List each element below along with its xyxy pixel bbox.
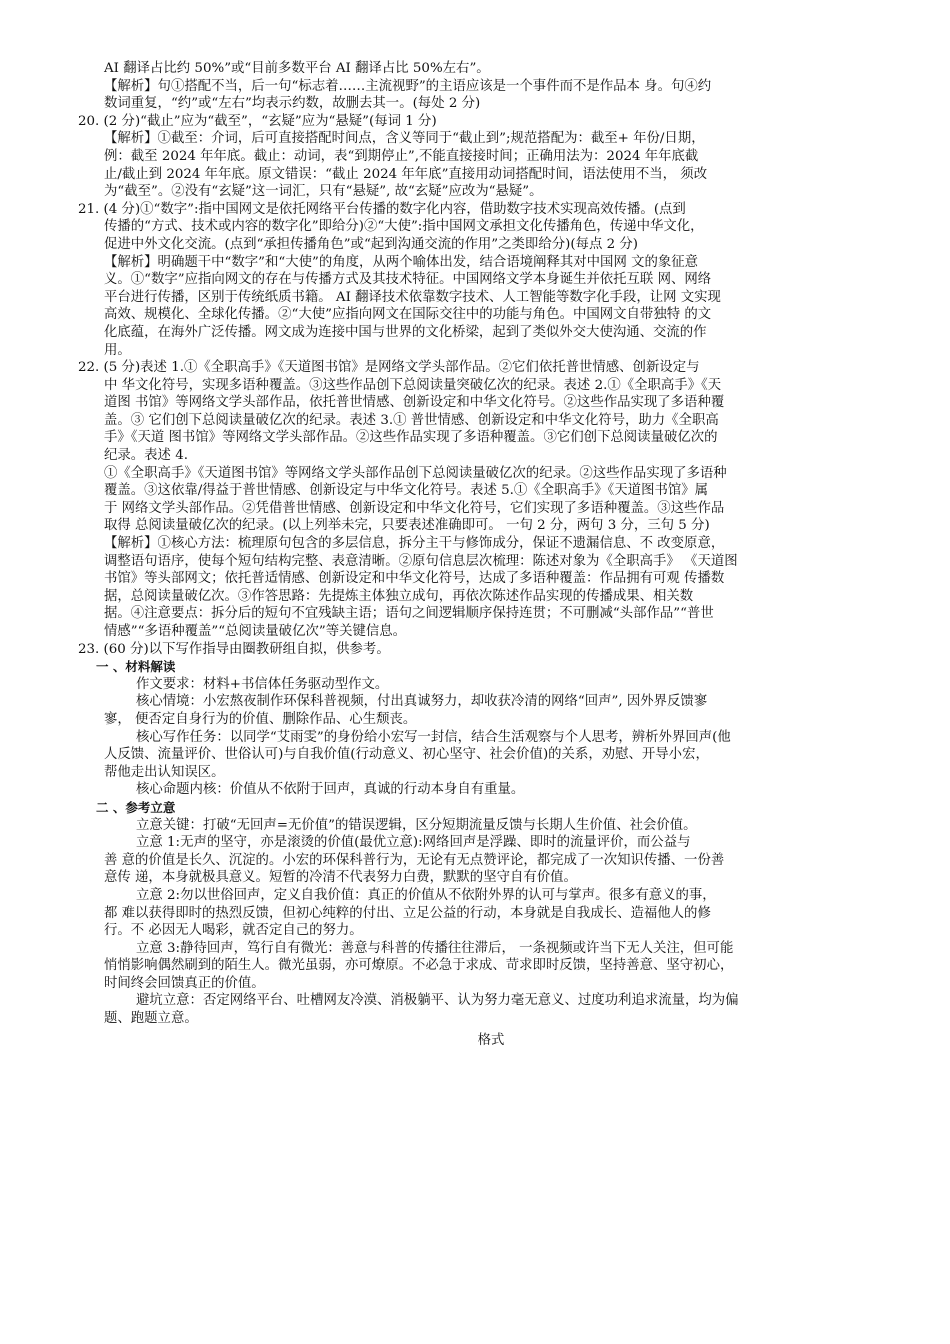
text-line: 核心命题内核：价值从不依附于回声，真诚的行动本身自有重量。 xyxy=(136,782,525,798)
text-line: 促进中外文化交流。(点到“承担传播角色”或“起到沟通交流的作用”之类即给分)(每点 2 分) xyxy=(104,236,638,252)
text-line: 书馆》等头部网文；依托普适情感、创新设定和中华文化符号，达成了多语种覆盖：作品拥有可观 传播数 xyxy=(104,571,725,587)
text-line: 道图 书馆》等网络文学头部作品，依托普世情感、创新设定和中华文化符号。②这些作品实现了多语种覆 xyxy=(104,395,725,411)
text-line: 作文要求：材料+书信体任务驱动型作文。 xyxy=(136,676,389,692)
text-line: 20. (2 分)“截止”应为“截至”，“玄疑”应为“悬疑”(每词 1 分) xyxy=(78,113,437,129)
text-line: 手》《天道 图书馆》等网络文学头部作品。②这些作品实现了多语种覆盖。③它们创下总阅读量破亿次的 xyxy=(104,430,718,446)
text-line: 覆盖。③这依靠/得益于普世情感、创新设定与中华文化符号。表述 5.①《全职高手》《天道图书馆》属 xyxy=(104,483,709,499)
text-line: 【解析】句①搭配不当，后一句“标志着……主流视野”的主语应该是一个事件而不是作品本 身。句④约 xyxy=(104,78,712,94)
text-line: 21. (4 分)①“数字”:指中国网文是依托网络平台传播的数字化内容，借助数字技术实现高效传播。(点到 xyxy=(78,201,686,217)
text-line: 寥， 便否定自身行为的价值、删除作品、心生颓丧。 xyxy=(104,711,417,727)
text-line: 情感”“多语种覆盖”“总阅读量破亿次”等关键信息。 xyxy=(104,624,407,639)
text-line: 例：截至 2024 年年底。截止：动词，表“到期停止”,不能直接接时间；正确用法为：2024 年年底截 xyxy=(104,148,699,164)
page-footer-text: 格式 xyxy=(477,1032,505,1048)
text-line: AI 翻译占比约 50%”或“目前多数平台 AI 翻译占比 50%左右”。 xyxy=(104,61,490,76)
text-line: 于 网络文学头部作品。②凭借普世情感、创新设定和中华文化符号，它们实现了多语种覆盖。③这些作品 xyxy=(104,500,725,516)
text-line: 立意 2:勿以世俗回声，定义自我价值：真正的价值从不依附外界的认可与掌声。很多有意义的事， xyxy=(136,887,716,903)
text-line: 传播的“方式、技术或内容的数字化”即给分)②“大使”:指中国网文承担文化传播角色，传递中华文化， xyxy=(104,219,704,235)
section-heading: 二 、参考立意 xyxy=(96,799,176,815)
section-heading: 一 、材料解读 xyxy=(96,659,176,675)
text-line: 据，总阅读量破亿次。③作答思路：先提炼主体独立成句，再依次陈述作品实现的传播成果、相关数 xyxy=(104,588,694,604)
text-line: 人反馈、流量评价、世俗认可)与自我价值(行动意义、初心坚守、社会价值)的关系，劝慰、开导小宏， xyxy=(104,747,709,763)
text-line: 【解析】①截至：介词，后可直接搭配时间点，含义等同于“截止到”;规范搭配为：截至+ 年份/日期， xyxy=(104,131,705,147)
text-line: 核心写作任务：以同学“艾雨雯”的身份给小宏写一封信，结合生活观察与个人思考，辨析外界回声(他 xyxy=(136,729,731,745)
text-line: 时间终会回馈真正的价值。 xyxy=(104,975,265,991)
text-line: 意传 递，本身就极具意义。短暂的冷清不代表努力白费，默默的坚守自有价值。 xyxy=(104,870,577,886)
text-line: 数词重复，“约”或“左右”均表示约数，故删去其一。(每处 2 分) xyxy=(104,96,481,112)
text-line: 盖。③ 它们创下总阅读量破亿次的纪录。表述 3.① 普世情感、创新设定和中华文化符号，助力《全职高 xyxy=(104,412,719,428)
text-line: 避坑立意：否定网络平台、吐槽网友冷漠、消极躺平、认为努力毫无意义、过度功利追求流量，均为偏 xyxy=(136,993,739,1009)
text-line: 取得 总阅读量破亿次的纪录。(以上列举未完，只要表述准确即可。 一句 2 分，两句 3 分，三句 5 分) xyxy=(104,518,710,534)
text-line: 【解析】明确题干中“数字”和“大使”的角度，从两个喻体出发，结合语境阐释其对中国网 文的象征意 xyxy=(104,254,699,270)
text-line: 为“截至”。②没有“玄疑”这一词汇，只有“悬疑”, 故“玄疑”应改为“悬疑”。 xyxy=(104,184,543,200)
text-line: 都 难以获得即时的热烈反馈，但初心纯粹的付出、立足公益的行动，本身就是自我成长、造福他人的修 xyxy=(104,905,711,921)
text-line: 23. (60 分)以下写作指导由圈教研组自拟，供参考。 xyxy=(78,641,390,657)
text-line: 立意 1:无声的坚守，亦是滚烫的价值(最优立意):网络回声是浮躁、即时的流量评价，而公益与 xyxy=(136,835,691,851)
text-line: ①《全职高手》《天道图书馆》等网络文学头部作品创下总阅读量破亿次的纪录。②这些作品实现了多语种 xyxy=(104,465,727,481)
text-line: 用。 xyxy=(104,342,131,358)
text-line: 据。④注意要点：拆分后的短句不宜残缺主语；语句之间逻辑顺序保持连贯；不可删减“头部作品”“普世 xyxy=(104,606,714,622)
text-line: 中 华文化符号，实现多语种覆盖。③这些作品创下总阅读量突破亿次的纪录。表述 2.①《全职高手》《天 xyxy=(104,377,722,393)
text-line: 题、跑题立意。 xyxy=(104,1011,198,1027)
text-line: 调整语句语序，使每个短句结构完整、表意清晰。②原句信息层次梳理：陈述对象为《全职高手》 《天道图 xyxy=(104,553,738,569)
text-line: 核心情境：小宏熬夜制作环保科普视频，付出真诚努力，却收获冷清的网络“回声”, 因外界反馈寥 xyxy=(136,694,708,710)
text-line: 高效、规模化、全球化传播。②“大使”应指向网文在国际交往中的功能与角色。中国网文自带独特 的文 xyxy=(104,307,712,323)
text-line: 立意关键：打破“无回声=无价值”的错误逻辑，区分短期流量反馈与长期人生价值、社会价值。 xyxy=(136,817,697,833)
text-line: 悄悄影响偶然刷到的陌生人。微光虽弱，亦可燎原。不必急于求成、苛求即时反馈，坚持善意、坚守初心， xyxy=(104,958,734,974)
text-line: 止/截止到 2024 年年底。原文错误：“截止 2024 年年底”直接用动词搭配时间，语法使用不当， 须改 xyxy=(104,166,708,182)
text-line: 纪录。表述 4. xyxy=(104,448,188,464)
text-line: 立意 3:静待回声，笃行自有微光：善意与科普的传播往往滞后， 一条视频或许当下无人关注，但可能 xyxy=(136,940,734,956)
document-page xyxy=(78,60,886,1049)
text-line: 化底蕴，在海外广泛传播。网文成为连接中国与世界的文化桥梁，起到了类似外交大使沟通、交流的作 xyxy=(104,324,707,340)
text-line: 平台进行传播，区别于传统纸质书籍。 AI 翻译技术依靠数字技术、人工智能等数字化手段，让网 文实现 xyxy=(104,289,721,305)
text-line: 义。①“数字”应指向网文的存在与传播方式及其技术特征。中国网络文学本身诞生并依托互联 网、网络 xyxy=(104,272,712,288)
text-line: 善 意的价值是长久、沉淀的。小宏的环保科普行为，无论有无点赞评论，都完成了一次知识传播、一份善 xyxy=(104,852,725,868)
text-line: 【解析】①核心方法：梳理原句包含的多层信息，拆分主干与修饰成分，保证不遗漏信息、不 改变原意， xyxy=(104,536,725,552)
text-line: 行。不 必因无人喝彩，就否定自己的努力。 xyxy=(104,923,363,939)
text-line: 22. (5 分)表述 1.①《全职高手》《天道图书馆》是网络文学头部作品。②它们依托普世情感、创新设定与 xyxy=(78,360,700,376)
text-line: 帮他走出认知误区。 xyxy=(104,764,225,780)
